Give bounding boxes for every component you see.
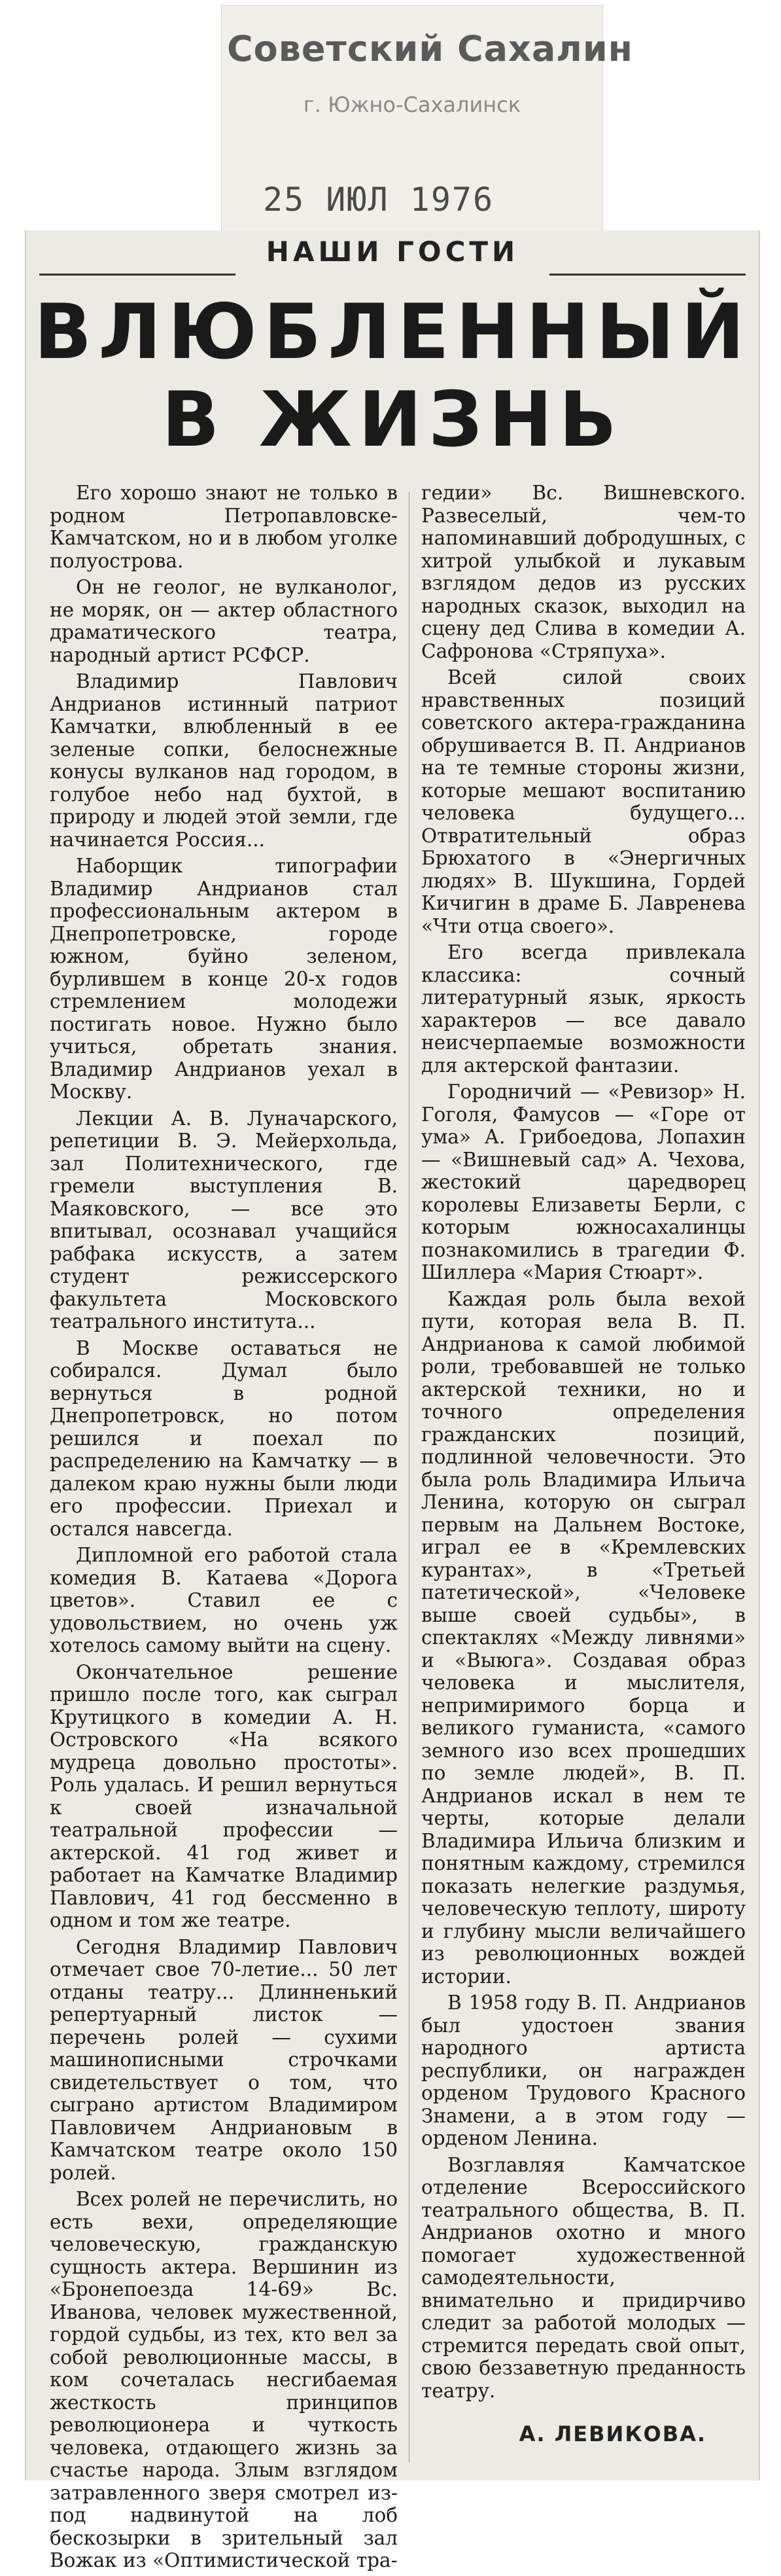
article-paragraph: Сегодня Владимир Павлович отмечает свое 70-летие... 50 лет отданы театру... Длинненький репертуарный листок — перечень ролей — сухими машинописными строчками свидетельствует о том, что сыграно артистом Владимиром Павловичем Андриановым в Камчатском театре около 150 ролей. [50, 1935, 398, 2184]
headline-line-1: ВЛЮБЛЕННЫЙ [33, 288, 752, 376]
rubric-rule-right [549, 274, 746, 276]
article-paragraph: В Москве оставаться не собирался. Думал было вернуться в родной Днепропетровск, но потом решился и поехал по распределению на Камчатку — в далеком краю нужны были люди его профессии. Приехал и остался навсегда. [50, 1336, 398, 1540]
article-paragraph: Дипломной его работой стала комедия В. Катаева «Дорога цветов». Ставил ее с удовольствием, но очень уж хотелось самому выйти на сцену. [50, 1544, 398, 1656]
newspaper-city: г. Южно-Сахалинск [303, 92, 521, 117]
article-paragraph: гедии» Вс. Вишневского. Развеселый, чем-то напоминавший добродушных, с хитрой улыбкой и лукавым взглядом дедов из русских народных сказок, выходил на сцену дед Слива в комедии А. Сафронова «Стряпуха». [421, 482, 746, 662]
article-paragraph: Его хорошо знают не только в родном Петропавловске-Камчатском, но и в любом уголке полуострова. [50, 482, 398, 572]
article-paragraph: Его всегда привлекала классика: сочный литературный язык, яркость характеров — все давало неисчерпаемые возможности для актерской фантазии. [421, 941, 746, 1077]
newspaper-masthead: Советский Сахалин [227, 28, 633, 69]
article-paragraph: Всей силой своих нравственных позиций советского актера-гражданина обрушивается В. П. Андрианов на те темные стороны жизни, которые мешают воспитанию человека будущего... Отвратительный образ Брюхатого в «Энергичных людях» В. Шукшина, Гордей Кичигин в драме Б. Лавренева «Чти отца своего». [421, 666, 746, 937]
article-paragraph: Лекции А. В. Луначарского, репетиции В. Э. Мейерхольда, зал Политехнического, где гремели выступления В. Маяковского, — все это впитывал, осознавал учащийся рабфака искусств, а затем студент режиссерского факультета Московского театрального института... [50, 1107, 398, 1333]
article-paragraph: Владимир Павлович Андрианов истинный патриот Камчатки, влюбленный в ее зеленые сопки, белоснежные конусы вулканов над городом, в голубое небо над бухтой, в природу и людей этой земли, где начинается Россия... [50, 670, 398, 851]
article-column-right [421, 482, 746, 2406]
article-paragraph: Он не геолог, не вулканолог, не моряк, он — актер областного драматического театра, народный артист РСФСР. [50, 576, 398, 666]
article-clipping [25, 230, 760, 2571]
article-paragraph: Городничий — «Ревизор» Н. Гоголя, Фамусов — «Горе от ума» А. Грибоедова, Лопахин — «Вишневый сад» А. Чехова, жестокий царедворец королевы Елизаветы Берли, с которым южносахалинцы познакомились в трагедии Ф. Шиллера «Мария Стюарт». [421, 1081, 746, 1283]
rubric: НАШИ ГОСТИ [266, 236, 519, 268]
rubric-rule-left [39, 274, 235, 276]
article-paragraph: Возглавляя Камчатское отделение Всероссийского театрального общества, В. П. Андрианов охотно и много помогает художественной самодеятельности, внимательно и придирчиво следит за работой молодых — стремится передать свой опыт, свою беззаветную преданность театру. [421, 2153, 746, 2402]
article-paragraph: Окончательное решение пришло после того, как сыграл Крутицкого в комедии А. Н. Островского «На всякого мудреца довольно простоты». Роль удалась. И решил вернуться к своей изначальной театральной профессии — актерской. 41 год живет и работает на Камчатке Владимир Павлович, 41 год бессменно в одном и том же театре. [50, 1660, 398, 1931]
article-paragraph: Каждая роль была вехой пути, которая вела В. П. Андрианова к самой любимой роли, требовавшей не только актерской техники, но и точного определения гражданских позиций, подлинной человечности. Это была роль Владимира Ильича Ленина, которую он сыграл первым на Дальнем Востоке, играл ее в «Кремлевских курантах», в «Третьей патетической», «Человеке выше своей судьбы», в спектаклях «Между ливнями» и «Выюга». Создавая образ человека и мыслителя, непримиримого борца и великого гуманиста, «самого земного изо всех прошедших по земле людей», В. П. Андрианов искал в нем те черты, которые делали Владимира Ильича близким и понятным каждому, стремился показать нелегкие раздумья, человеческую теплоту, широту и глубину мысли величайшего из революционных вождей истории. [421, 1287, 746, 1988]
article-paragraph: Наборщик типографии Владимир Андрианов стал профессиональным актером в Днепропетровске, городе южном, буйно зеленом, бурлившем в конце 20-х годов стремлением молодежи постигать новое. Нужно было учиться, обретать знания. Владимир Андрианов уехал в Москву. [50, 855, 398, 1103]
article-paragraph: Всех ролей не перечислить, но есть вехи, определяющие человеческую, гражданскую сущность актера. Вершинин из «Бронепоезда 14-69» Вс. Иванова, человек мужественной, гордой судьбы, из тех, кто вел за собой революционные массы, в ком сочеталась несгибаемая жесткость принципов революционера и чуткость человека, отдающего жизнь за счастье народа. Злым взглядом затравленного зверя смотрел из-под надвинутой на лоб бескозырки в зрительный зал Вожак из «Оптимистической тра- [50, 2188, 398, 2571]
article-paragraph: В 1958 году В. П. Андрианов был удостоен звания народного артиста республики, он награжден орденом Трудового Красного Знамени, а в этом году — орденом Ленина. [421, 1992, 746, 2149]
article-column-left [50, 482, 398, 2576]
author-signature: А. ЛЕВИКОВА. [519, 2422, 706, 2446]
date-stamp: 25 ИЮЛ 1976 [263, 181, 495, 219]
headline-line-2: В ЖИЗНЬ [162, 376, 623, 464]
